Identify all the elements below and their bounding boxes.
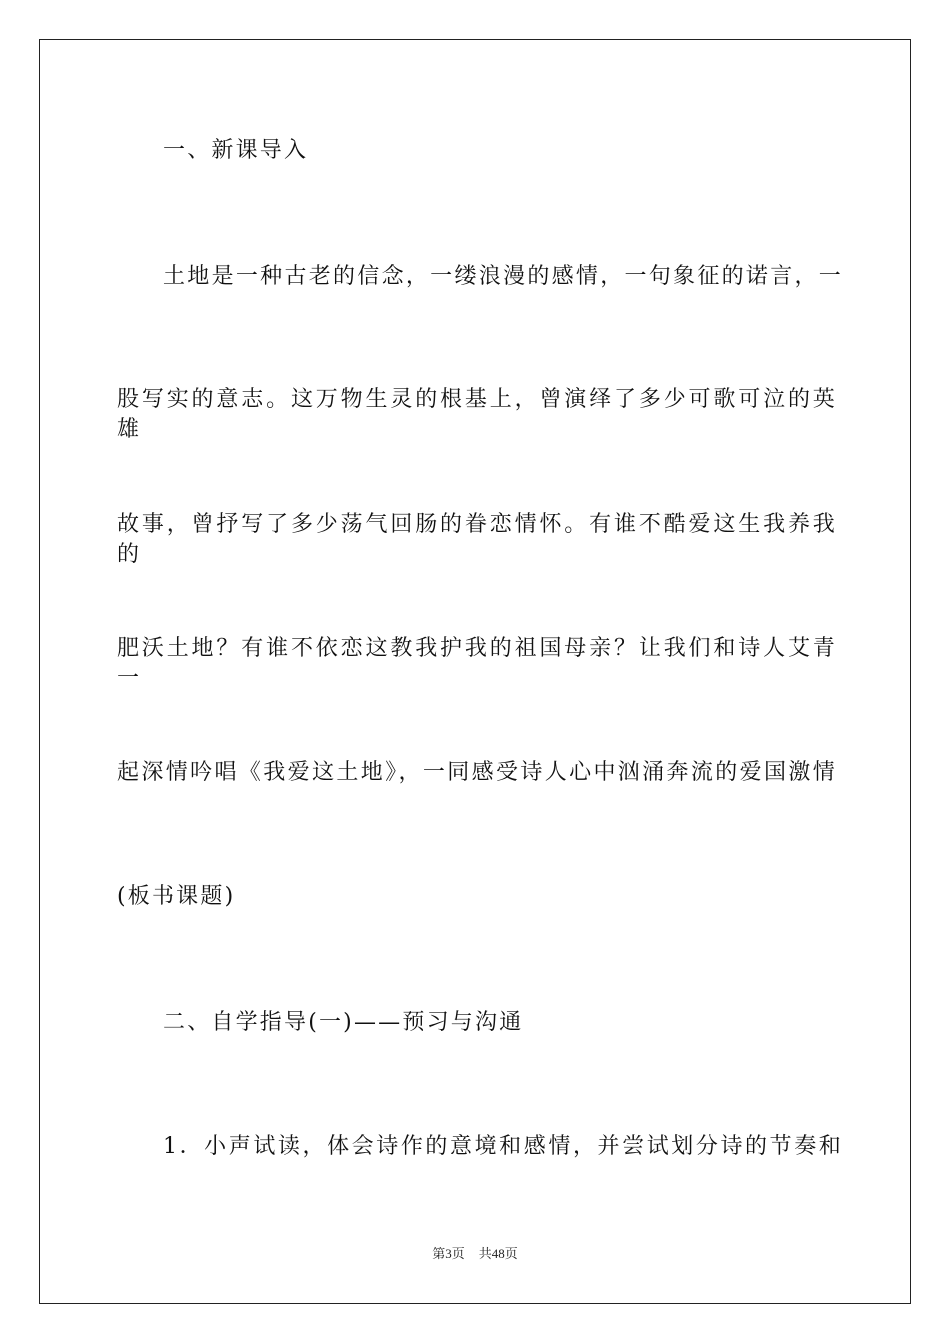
- paragraph-line-5: 起深情吟唱《我爱这土地》，一同感受诗人心中汹涌奔流的爱国激情: [117, 760, 837, 785]
- paragraph-line-4: 肥沃土地？有谁不依恋这教我护我的祖国母亲？让我们和诗人艾青一: [117, 636, 837, 691]
- paragraph-line-2: 股写实的意志。这万物生灵的根基上，曾演绎了多少可歌可泣的英雄: [117, 387, 837, 442]
- page-number: 第3页: [432, 1246, 465, 1261]
- section-heading-2: 二、自学指导(一)——预习与沟通: [163, 1010, 524, 1035]
- page-footer: [0, 1245, 950, 1263]
- list-item-1: 1．小声试读，体会诗作的意境和感情，并尝试划分诗的节奏和: [163, 1134, 843, 1159]
- section-heading-1: 一、新课导入: [163, 138, 309, 163]
- page-total: 共48页: [478, 1246, 518, 1261]
- paragraph-line-3: 故事，曾抒写了多少荡气回肠的眷恋情怀。有谁不酷爱这生我养我的: [117, 512, 837, 567]
- paragraph-line-6: (板书课题): [117, 884, 236, 909]
- paragraph-line-1: 土地是一种古老的信念，一缕浪漫的感情，一句象征的诺言，一: [163, 264, 843, 289]
